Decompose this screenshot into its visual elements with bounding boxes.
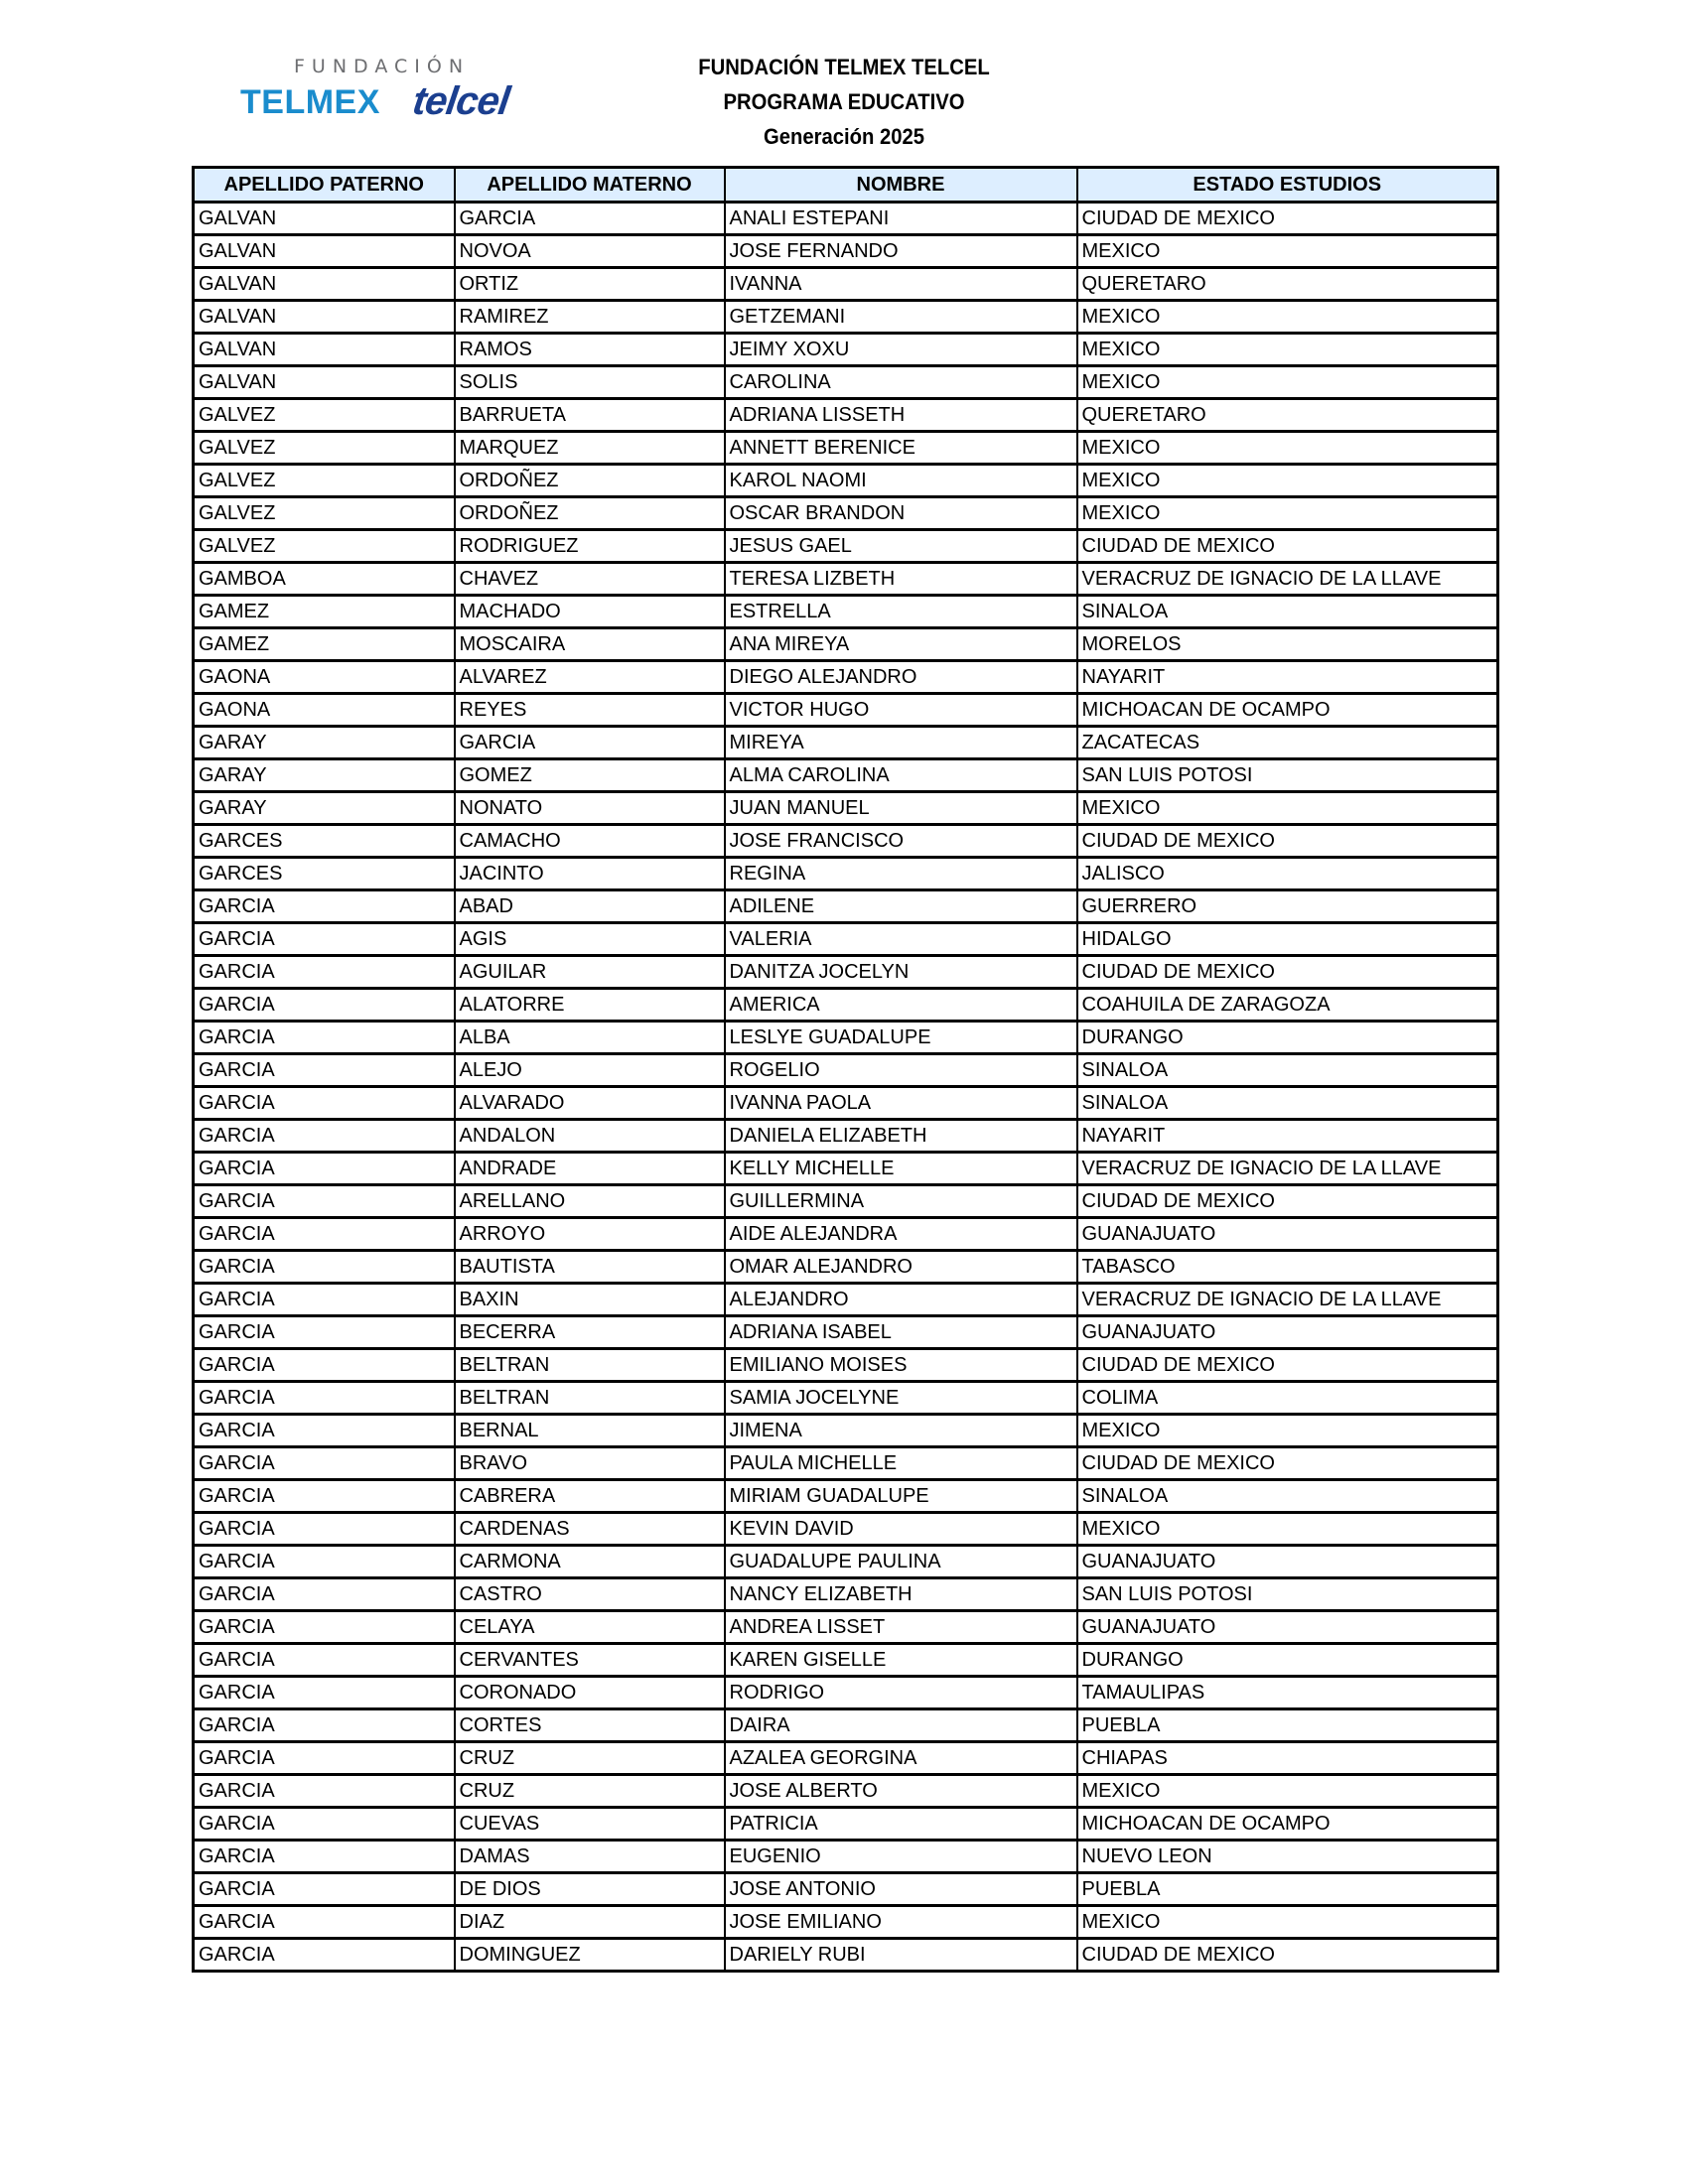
apellido-materno-cell: ALATORRE <box>455 989 725 1022</box>
nombre-cell: KAROL NAOMI <box>725 465 1077 497</box>
table-row <box>194 366 1498 399</box>
header-organization: FUNDACIÓN TELMEX TELCEL <box>698 55 990 79</box>
estado-estudios-cell: MEXICO <box>1077 1906 1498 1939</box>
apellido-materno-cell: ALVARADO <box>455 1087 725 1120</box>
apellido-paterno-cell: GALVAN <box>194 203 455 235</box>
nombre-cell: DIEGO ALEJANDRO <box>725 661 1077 694</box>
apellido-paterno-cell: GARCIA <box>194 1218 455 1251</box>
nombre-cell: ALEJANDRO <box>725 1284 1077 1316</box>
apellido-materno-cell: BECERRA <box>455 1316 725 1349</box>
apellido-materno-cell: ALEJO <box>455 1054 725 1087</box>
document-header <box>579 50 1109 154</box>
logo-telcel-text: telcel <box>409 79 512 123</box>
nombre-cell: JEIMY XOXU <box>725 334 1077 366</box>
apellido-materno-cell: BELTRAN <box>455 1382 725 1415</box>
fundacion-telmex-telcel-logo <box>236 56 544 125</box>
apellido-paterno-cell: GARCIA <box>194 1578 455 1611</box>
apellido-materno-cell: MARQUEZ <box>455 432 725 465</box>
nombre-cell: PAULA MICHELLE <box>725 1447 1077 1480</box>
estado-estudios-cell: MEXICO <box>1077 366 1498 399</box>
nombre-cell: AMERICA <box>725 989 1077 1022</box>
nombre-cell: KELLY MICHELLE <box>725 1153 1077 1185</box>
estado-estudios-cell: GUERRERO <box>1077 890 1498 923</box>
estado-estudios-cell: CIUDAD DE MEXICO <box>1077 1447 1498 1480</box>
nombre-cell: GUILLERMINA <box>725 1185 1077 1218</box>
apellido-materno-cell: BAUTISTA <box>455 1251 725 1284</box>
table-row <box>194 1382 1498 1415</box>
nombre-cell: EMILIANO MOISES <box>725 1349 1077 1382</box>
apellido-paterno-cell: GARCIA <box>194 1742 455 1775</box>
table-row <box>194 1775 1498 1808</box>
estado-estudios-cell: MEXICO <box>1077 1415 1498 1447</box>
apellido-materno-cell: CAMACHO <box>455 825 725 858</box>
nombre-cell: JOSE ALBERTO <box>725 1775 1077 1808</box>
apellido-paterno-cell: GARCIA <box>194 1316 455 1349</box>
apellido-paterno-cell: GARCIA <box>194 1087 455 1120</box>
table-row <box>194 727 1498 759</box>
nombre-cell: JOSE ANTONIO <box>725 1873 1077 1906</box>
nombre-cell: JOSE EMILIANO <box>725 1906 1077 1939</box>
apellido-materno-cell: CELAYA <box>455 1611 725 1644</box>
apellido-paterno-cell: GARCIA <box>194 1054 455 1087</box>
logo-fundacion-text: FUNDACIÓN <box>294 56 471 77</box>
nombre-cell: PATRICIA <box>725 1808 1077 1841</box>
estado-estudios-cell: VERACRUZ DE IGNACIO DE LA LLAVE <box>1077 1153 1498 1185</box>
apellido-paterno-cell: GARCIA <box>194 1644 455 1677</box>
estado-estudios-cell: VERACRUZ DE IGNACIO DE LA LLAVE <box>1077 563 1498 596</box>
apellido-materno-cell: ARELLANO <box>455 1185 725 1218</box>
apellido-paterno-cell: GARCIA <box>194 1873 455 1906</box>
apellido-paterno-cell: GARCIA <box>194 1677 455 1709</box>
apellido-paterno-cell: GARCIA <box>194 1939 455 1972</box>
estado-estudios-cell: CIUDAD DE MEXICO <box>1077 956 1498 989</box>
nombre-cell: DANIELA ELIZABETH <box>725 1120 1077 1153</box>
apellido-materno-cell: ARROYO <box>455 1218 725 1251</box>
apellido-paterno-cell: GALVEZ <box>194 432 455 465</box>
nombre-cell: ANALI ESTEPANI <box>725 203 1077 235</box>
nombre-cell: ANDREA LISSET <box>725 1611 1077 1644</box>
estado-estudios-cell: CIUDAD DE MEXICO <box>1077 1349 1498 1382</box>
nombre-cell: JIMENA <box>725 1415 1077 1447</box>
nombre-cell: REGINA <box>725 858 1077 890</box>
header-generation: Generación 2025 <box>763 124 925 149</box>
apellido-materno-cell: ORTIZ <box>455 268 725 301</box>
estado-estudios-cell: PUEBLA <box>1077 1709 1498 1742</box>
nombre-cell: GETZEMANI <box>725 301 1077 334</box>
table-row <box>194 530 1498 563</box>
table-row <box>194 694 1498 727</box>
apellido-paterno-cell: GARCIA <box>194 1808 455 1841</box>
nombre-cell: ADILENE <box>725 890 1077 923</box>
apellido-paterno-cell: GARCIA <box>194 1415 455 1447</box>
table-row <box>194 1578 1498 1611</box>
apellido-paterno-cell: GAMEZ <box>194 628 455 661</box>
nombre-cell: MIRIAM GUADALUPE <box>725 1480 1077 1513</box>
nombre-cell: ROGELIO <box>725 1054 1077 1087</box>
apellido-paterno-cell: GALVAN <box>194 334 455 366</box>
header-program: PROGRAMA EDUCATIVO <box>723 89 965 114</box>
nombre-cell: ANNETT BERENICE <box>725 432 1077 465</box>
table-row <box>194 1153 1498 1185</box>
apellido-paterno-cell: GARCES <box>194 858 455 890</box>
estado-estudios-cell: NAYARIT <box>1077 661 1498 694</box>
table-row <box>194 268 1498 301</box>
apellido-materno-cell: DIAZ <box>455 1906 725 1939</box>
nombre-cell: LESLYE GUADALUPE <box>725 1022 1077 1054</box>
table-row <box>194 1546 1498 1578</box>
estado-estudios-cell: ZACATECAS <box>1077 727 1498 759</box>
estado-estudios-cell: CIUDAD DE MEXICO <box>1077 1939 1498 1972</box>
table-row <box>194 497 1498 530</box>
apellido-paterno-cell: GAONA <box>194 694 455 727</box>
estado-estudios-cell: DURANGO <box>1077 1644 1498 1677</box>
estado-estudios-cell: MORELOS <box>1077 628 1498 661</box>
apellido-paterno-cell: GARCIA <box>194 1185 455 1218</box>
apellido-paterno-cell: GARCIA <box>194 1841 455 1873</box>
table-row <box>194 956 1498 989</box>
apellido-materno-cell: CRUZ <box>455 1742 725 1775</box>
apellido-materno-cell: ALBA <box>455 1022 725 1054</box>
apellido-materno-cell: CERVANTES <box>455 1644 725 1677</box>
estado-estudios-cell: SAN LUIS POTOSI <box>1077 759 1498 792</box>
estado-estudios-cell: SINALOA <box>1077 1480 1498 1513</box>
nombre-cell: ADRIANA ISABEL <box>725 1316 1077 1349</box>
apellido-paterno-cell: GARCIA <box>194 890 455 923</box>
nombre-cell: OSCAR BRANDON <box>725 497 1077 530</box>
apellido-materno-cell: REYES <box>455 694 725 727</box>
table-row <box>194 563 1498 596</box>
apellido-paterno-cell: GALVAN <box>194 366 455 399</box>
apellido-materno-cell: BAXIN <box>455 1284 725 1316</box>
column-header-estado-estudios: ESTADO ESTUDIOS <box>1077 168 1498 203</box>
column-header-nombre: NOMBRE <box>725 168 1077 203</box>
table-row <box>194 203 1498 235</box>
nombre-cell: OMAR ALEJANDRO <box>725 1251 1077 1284</box>
table-row <box>194 1415 1498 1447</box>
apellido-paterno-cell: GARCIA <box>194 1480 455 1513</box>
table-row <box>194 1284 1498 1316</box>
table-row <box>194 1447 1498 1480</box>
nombre-cell: RODRIGO <box>725 1677 1077 1709</box>
apellido-materno-cell: BELTRAN <box>455 1349 725 1382</box>
apellido-materno-cell: CARMONA <box>455 1546 725 1578</box>
apellido-paterno-cell: GARCIA <box>194 956 455 989</box>
apellido-materno-cell: ALVAREZ <box>455 661 725 694</box>
nombre-cell: JOSE FRANCISCO <box>725 825 1077 858</box>
apellido-paterno-cell: GALVEZ <box>194 465 455 497</box>
apellido-materno-cell: CORONADO <box>455 1677 725 1709</box>
apellido-materno-cell: AGIS <box>455 923 725 956</box>
estado-estudios-cell: MEXICO <box>1077 1513 1498 1546</box>
apellido-paterno-cell: GAONA <box>194 661 455 694</box>
table-row <box>194 1873 1498 1906</box>
apellido-paterno-cell: GARAY <box>194 759 455 792</box>
estado-estudios-cell: GUANAJUATO <box>1077 1546 1498 1578</box>
table-row <box>194 1841 1498 1873</box>
apellido-materno-cell: CRUZ <box>455 1775 725 1808</box>
nombre-cell: DAIRA <box>725 1709 1077 1742</box>
estado-estudios-cell: SINALOA <box>1077 596 1498 628</box>
nombre-cell: VICTOR HUGO <box>725 694 1077 727</box>
estado-estudios-cell: HIDALGO <box>1077 923 1498 956</box>
estado-estudios-cell: NAYARIT <box>1077 1120 1498 1153</box>
nombre-cell: ANA MIREYA <box>725 628 1077 661</box>
apellido-paterno-cell: GARCIA <box>194 1513 455 1546</box>
table-row <box>194 465 1498 497</box>
table-row <box>194 235 1498 268</box>
nombre-cell: SAMIA JOCELYNE <box>725 1382 1077 1415</box>
table-header-row <box>194 168 1498 203</box>
estado-estudios-cell: SINALOA <box>1077 1054 1498 1087</box>
nombre-cell: KEVIN DAVID <box>725 1513 1077 1546</box>
apellido-materno-cell: GARCIA <box>455 727 725 759</box>
apellido-materno-cell: MACHADO <box>455 596 725 628</box>
apellido-paterno-cell: GARCIA <box>194 1251 455 1284</box>
apellido-paterno-cell: GARCIA <box>194 1153 455 1185</box>
apellido-paterno-cell: GAMEZ <box>194 596 455 628</box>
estado-estudios-cell: MEXICO <box>1077 792 1498 825</box>
table-row <box>194 825 1498 858</box>
table-row <box>194 1349 1498 1382</box>
apellido-paterno-cell: GARCIA <box>194 1120 455 1153</box>
table-row <box>194 1218 1498 1251</box>
nombre-cell: AZALEA GEORGINA <box>725 1742 1077 1775</box>
apellido-materno-cell: RODRIGUEZ <box>455 530 725 563</box>
estado-estudios-cell: MEXICO <box>1077 235 1498 268</box>
table-row <box>194 596 1498 628</box>
nombre-cell: GUADALUPE PAULINA <box>725 1546 1077 1578</box>
nombre-cell: JUAN MANUEL <box>725 792 1077 825</box>
table-row <box>194 661 1498 694</box>
apellido-materno-cell: BARRUETA <box>455 399 725 432</box>
nombre-cell: AIDE ALEJANDRA <box>725 1218 1077 1251</box>
estado-estudios-cell: QUERETARO <box>1077 399 1498 432</box>
table-row <box>194 1120 1498 1153</box>
apellido-paterno-cell: GARCIA <box>194 1709 455 1742</box>
apellido-paterno-cell: GALVAN <box>194 268 455 301</box>
estado-estudios-cell: MEXICO <box>1077 301 1498 334</box>
apellido-materno-cell: BRAVO <box>455 1447 725 1480</box>
apellido-materno-cell: ORDOÑEZ <box>455 497 725 530</box>
apellido-paterno-cell: GALVEZ <box>194 530 455 563</box>
estado-estudios-cell: COLIMA <box>1077 1382 1498 1415</box>
table-row <box>194 759 1498 792</box>
nombre-cell: JESUS GAEL <box>725 530 1077 563</box>
column-header-apellido-paterno: APELLIDO PATERNO <box>194 168 455 203</box>
apellido-paterno-cell: GARCIA <box>194 923 455 956</box>
apellido-materno-cell: ABAD <box>455 890 725 923</box>
apellido-materno-cell: DAMAS <box>455 1841 725 1873</box>
apellido-paterno-cell: GAMBOA <box>194 563 455 596</box>
table-row <box>194 1709 1498 1742</box>
estado-estudios-cell: MEXICO <box>1077 1775 1498 1808</box>
estado-estudios-cell: COAHUILA DE ZARAGOZA <box>1077 989 1498 1022</box>
table-row <box>194 1513 1498 1546</box>
apellido-paterno-cell: GARAY <box>194 727 455 759</box>
table-row <box>194 399 1498 432</box>
nombre-cell: IVANNA <box>725 268 1077 301</box>
estado-estudios-cell: CIUDAD DE MEXICO <box>1077 530 1498 563</box>
nombre-cell: ALMA CAROLINA <box>725 759 1077 792</box>
estado-estudios-cell: CIUDAD DE MEXICO <box>1077 1185 1498 1218</box>
apellido-paterno-cell: GARCES <box>194 825 455 858</box>
apellido-materno-cell: ANDRADE <box>455 1153 725 1185</box>
apellido-materno-cell: JACINTO <box>455 858 725 890</box>
table-row <box>194 1808 1498 1841</box>
nombre-cell: MIREYA <box>725 727 1077 759</box>
estado-estudios-cell: MEXICO <box>1077 432 1498 465</box>
estado-estudios-cell: SINALOA <box>1077 1087 1498 1120</box>
apellido-paterno-cell: GARCIA <box>194 1382 455 1415</box>
apellido-materno-cell: CABRERA <box>455 1480 725 1513</box>
apellido-materno-cell: NOVOA <box>455 235 725 268</box>
estado-estudios-cell: CHIAPAS <box>1077 1742 1498 1775</box>
table-row <box>194 923 1498 956</box>
apellido-materno-cell: CARDENAS <box>455 1513 725 1546</box>
table-row <box>194 1022 1498 1054</box>
apellido-materno-cell: CORTES <box>455 1709 725 1742</box>
estado-estudios-cell: NUEVO LEON <box>1077 1841 1498 1873</box>
table-row <box>194 334 1498 366</box>
nombre-cell: ADRIANA LISSETH <box>725 399 1077 432</box>
apellido-paterno-cell: GARCIA <box>194 1284 455 1316</box>
apellido-materno-cell: CHAVEZ <box>455 563 725 596</box>
nombre-cell: TERESA LIZBETH <box>725 563 1077 596</box>
apellido-paterno-cell: GALVAN <box>194 235 455 268</box>
estado-estudios-cell: GUANAJUATO <box>1077 1218 1498 1251</box>
estado-estudios-cell: DURANGO <box>1077 1022 1498 1054</box>
nombre-cell: KAREN GISELLE <box>725 1644 1077 1677</box>
table-row <box>194 858 1498 890</box>
estado-estudios-cell: MICHOACAN DE OCAMPO <box>1077 1808 1498 1841</box>
estado-estudios-cell: GUANAJUATO <box>1077 1611 1498 1644</box>
table-row <box>194 1611 1498 1644</box>
nombre-cell: EUGENIO <box>725 1841 1077 1873</box>
apellido-paterno-cell: GARAY <box>194 792 455 825</box>
estado-estudios-cell: SAN LUIS POTOSI <box>1077 1578 1498 1611</box>
table-row <box>194 1054 1498 1087</box>
apellido-paterno-cell: GARCIA <box>194 1349 455 1382</box>
estado-estudios-cell: MEXICO <box>1077 465 1498 497</box>
estado-estudios-cell: PUEBLA <box>1077 1873 1498 1906</box>
table-row <box>194 1644 1498 1677</box>
apellido-materno-cell: DOMINGUEZ <box>455 1939 725 1972</box>
apellido-materno-cell: MOSCAIRA <box>455 628 725 661</box>
estado-estudios-cell: JALISCO <box>1077 858 1498 890</box>
column-header-apellido-materno: APELLIDO MATERNO <box>455 168 725 203</box>
nombre-cell: VALERIA <box>725 923 1077 956</box>
apellido-materno-cell: NONATO <box>455 792 725 825</box>
nombre-cell: DANITZA JOCELYN <box>725 956 1077 989</box>
apellido-materno-cell: RAMIREZ <box>455 301 725 334</box>
table-row <box>194 1677 1498 1709</box>
apellido-materno-cell: ORDOÑEZ <box>455 465 725 497</box>
apellido-materno-cell: BERNAL <box>455 1415 725 1447</box>
apellido-paterno-cell: GALVAN <box>194 301 455 334</box>
apellido-paterno-cell: GARCIA <box>194 1775 455 1808</box>
table-row <box>194 628 1498 661</box>
estado-estudios-cell: TABASCO <box>1077 1251 1498 1284</box>
students-table <box>192 166 1499 1973</box>
logo-telmex-text: TELMEX <box>240 83 380 121</box>
apellido-paterno-cell: GARCIA <box>194 989 455 1022</box>
apellido-paterno-cell: GARCIA <box>194 1611 455 1644</box>
table-row <box>194 1906 1498 1939</box>
estado-estudios-cell: QUERETARO <box>1077 268 1498 301</box>
table-row <box>194 890 1498 923</box>
table-row <box>194 989 1498 1022</box>
table-row <box>194 301 1498 334</box>
estado-estudios-cell: MICHOACAN DE OCAMPO <box>1077 694 1498 727</box>
table-row <box>194 1939 1498 1972</box>
nombre-cell: ESTRELLA <box>725 596 1077 628</box>
estado-estudios-cell: CIUDAD DE MEXICO <box>1077 825 1498 858</box>
apellido-materno-cell: RAMOS <box>455 334 725 366</box>
apellido-materno-cell: DE DIOS <box>455 1873 725 1906</box>
estado-estudios-cell: CIUDAD DE MEXICO <box>1077 203 1498 235</box>
estado-estudios-cell: TAMAULIPAS <box>1077 1677 1498 1709</box>
apellido-materno-cell: GARCIA <box>455 203 725 235</box>
apellido-materno-cell: CASTRO <box>455 1578 725 1611</box>
table-row <box>194 1087 1498 1120</box>
table-row <box>194 1742 1498 1775</box>
apellido-paterno-cell: GARCIA <box>194 1546 455 1578</box>
table-row <box>194 792 1498 825</box>
apellido-paterno-cell: GALVEZ <box>194 399 455 432</box>
apellido-paterno-cell: GARCIA <box>194 1447 455 1480</box>
apellido-paterno-cell: GALVEZ <box>194 497 455 530</box>
nombre-cell: CAROLINA <box>725 366 1077 399</box>
table-row <box>194 1480 1498 1513</box>
table-row <box>194 432 1498 465</box>
apellido-materno-cell: AGUILAR <box>455 956 725 989</box>
nombre-cell: IVANNA PAOLA <box>725 1087 1077 1120</box>
apellido-paterno-cell: GARCIA <box>194 1022 455 1054</box>
nombre-cell: NANCY ELIZABETH <box>725 1578 1077 1611</box>
apellido-materno-cell: ANDALON <box>455 1120 725 1153</box>
apellido-materno-cell: GOMEZ <box>455 759 725 792</box>
table-row <box>194 1185 1498 1218</box>
table-row <box>194 1316 1498 1349</box>
apellido-materno-cell: CUEVAS <box>455 1808 725 1841</box>
estado-estudios-cell: MEXICO <box>1077 334 1498 366</box>
estado-estudios-cell: VERACRUZ DE IGNACIO DE LA LLAVE <box>1077 1284 1498 1316</box>
estado-estudios-cell: MEXICO <box>1077 497 1498 530</box>
estado-estudios-cell: GUANAJUATO <box>1077 1316 1498 1349</box>
nombre-cell: JOSE FERNANDO <box>725 235 1077 268</box>
nombre-cell: DARIELY RUBI <box>725 1939 1077 1972</box>
table-row <box>194 1251 1498 1284</box>
apellido-materno-cell: SOLIS <box>455 366 725 399</box>
apellido-paterno-cell: GARCIA <box>194 1906 455 1939</box>
